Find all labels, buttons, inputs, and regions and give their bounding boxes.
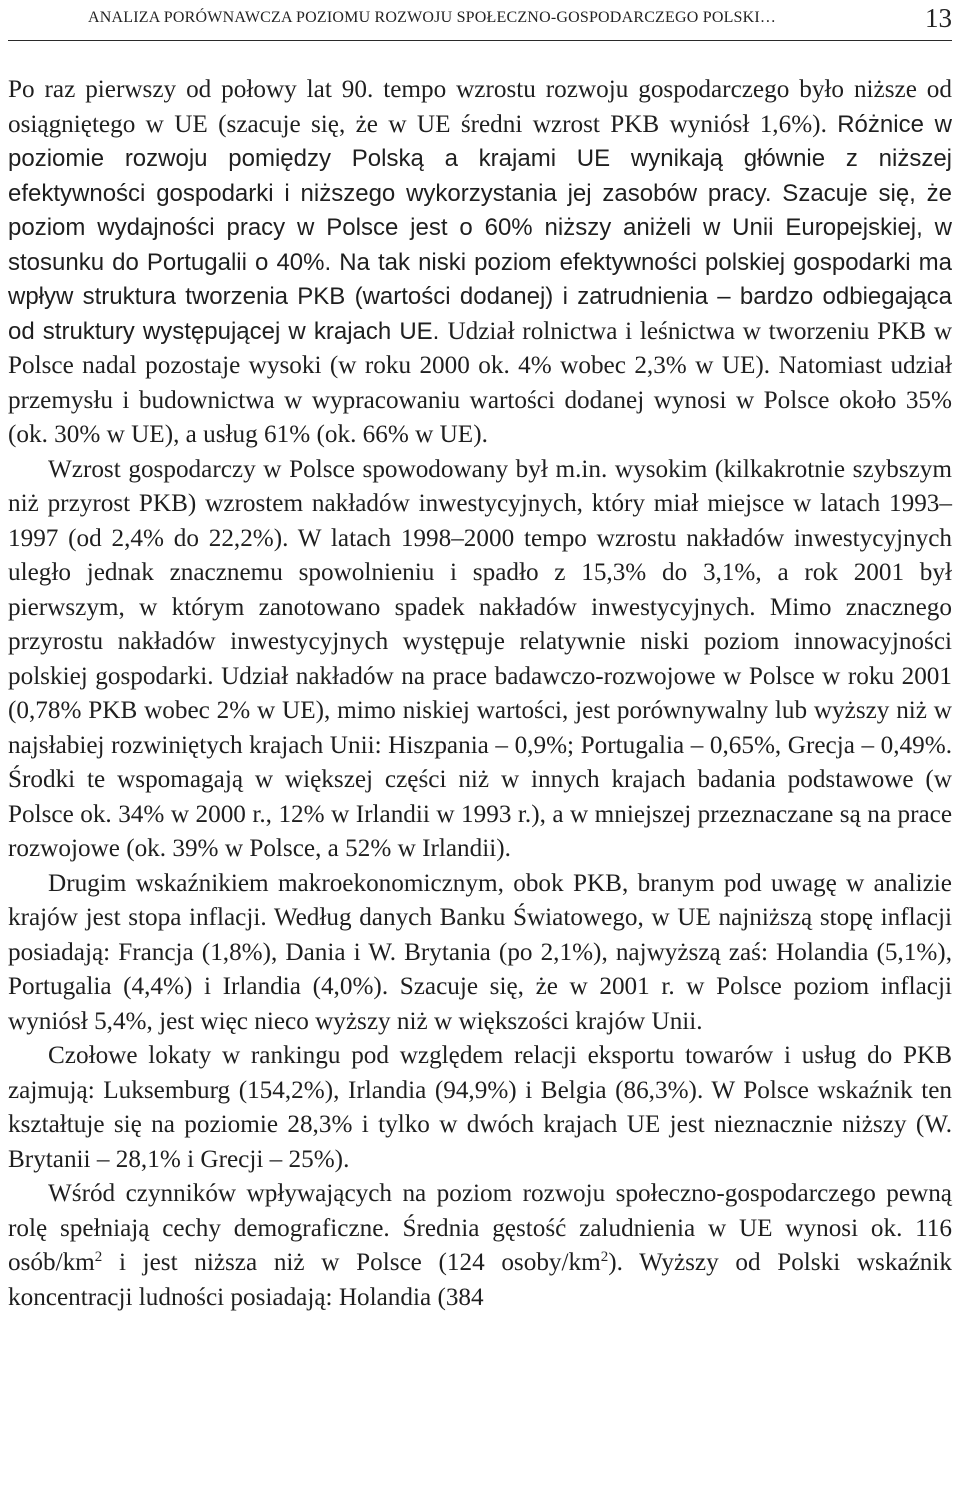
text-segment: Czołowe lokaty w rankingu pod względem relacji eksportu towarów i usług do PKB zajmują: Luksemburg (154,2%), Irlandia (94,9%) i Belgia (86,3%). W Polsce wskaźnik ten kształtuje się na poziomie 28,3% i tylko w dwóch krajach UE jest nieznacznie niższy (W. Brytanii – 28,1% i Grecji – 25%). <box>8 1042 952 1173</box>
text-segment: ). Wyższy od Polski wskaźnik koncentracji ludności posiadają: Holandia (384 <box>8 1249 952 1311</box>
text-segment: i jest niższa niż w Polsce (124 osoby/km <box>102 1249 601 1276</box>
running-title: ANALIZA PORÓWNAWCZA POZIOMU ROZWOJU SPOŁECZNO-GOSPODARCZEGO POLSKI… <box>88 9 777 26</box>
running-header <box>8 0 952 41</box>
paragraph <box>8 1039 952 1177</box>
paragraph <box>8 453 952 867</box>
text-segment: Wśród czynników wpływających na poziom rozwoju społeczno-gospodarczego pewną rolę spełniają cechy demograficzne. Średnia gęstość zaludnienia w UE wynosi ok. 116 osób/km <box>8 1180 952 1276</box>
page-number: 13 <box>925 3 952 33</box>
text-segment: Udział rolnictwa i leśnictwa w tworzeniu PKB w Polsce nadal pozostaje wysoki (w roku 2000 ok. 4% wobec 2,3% w UE). Natomiast udział przemysłu i budownictwa w wypracowaniu wartości dodanej wynosi w Polsce około 35% (ok. 30% w UE), a usług 61% (ok. 66% w UE). <box>8 317 953 448</box>
body-text <box>8 73 952 1315</box>
paragraph <box>8 1177 952 1315</box>
paragraph <box>8 867 952 1040</box>
text-segment: Po raz pierwszy od połowy lat 90. tempo wzrostu rozwoju gospodarczego było niższe od osiągniętego w UE (szacuje się, że w UE średni wzrost PKB wyniósł 1,6%). <box>8 76 952 138</box>
text-segment: Wzrost gospodarczy w Polsce spowodowany był m.in. wysokim (kilkakrotnie szybszym niż przyrost PKB) wzrostem nakładów inwestycyjnych, który miał miejsce w latach 1993–1997 (od 2,4% do 22,2%). W latach 1998–2000 tempo wzrostu nakładów inwestycyjnych uległo jednak znacznemu spowolnieniu i spadło z 15,3% do 3,1%, a rok 2001 był pierwszym, w którym zanotowano spadek nakładów inwestycyjnych. Mimo znacznego przyrostu nakładów inwestycyjnych występuje relatywnie niski poziom innowacyjności polskiej gospodarki. Udział nakładów na prace badawczo-rozwojowe w Polsce w roku 2001 (0,78% PKB wobec 2% w UE), mimo niskiej wartości, jest porównywalny lub wyższy niż w najsłabiej rozwiniętych krajach Unii: Hiszpania – 0,9%; Portugalia – 0,65%, Grecja – 0,49%. Środki te wspomagają w większej części niż w innych krajach badania podstawowe (w Polsce ok. 34% w 2000 r., 12% w Irlandii w 1993 r.), a w mniejszej przeznaczane są na prace rozwojowe (ok. 39% w Polsce, a 52% w Irlandii). <box>8 455 952 862</box>
superscript: 2 <box>600 1249 609 1265</box>
text-segment: Drugim wskaźnikiem makroekonomicznym, obok PKB, branym pod uwagę w analizie krajów jest stopa inflacji. Według danych Banku Światowego, w UE najniższą stopę inflacji posiadają: Francja (1,8%), Dania i W. Brytania (po 2,1%), najwyższą zaś: Holandia (5,1%), Portugalia (4,4%) i Irlandia (4,0%). Szacuje się, że w 2001 r. w Polsce poziom inflacji wyniósł 5,4%, jest więc nieco wyższy niż w większości krajów Unii. <box>8 869 952 1035</box>
paragraph <box>8 73 952 453</box>
text-segment-sans: Różnice w poziomie rozwoju pomiędzy Polską a krajami UE wynikają głównie z niższej efektywności gospodarki i niższego wykorzystania jej zasobów pracy. Szacuje się, że poziom wydajności pracy w Polsce jest o 60% niższy aniżeli w Unii Europejskiej, w stosunku do Portugalii o 40%. Na tak niski poziom efektywności polskiej gospodarki ma wpływ struktura tworzenia PKB (wartości dodanej) i zatrudnienia – bardzo odbiegająca od struktury występującej w krajach UE. <box>8 110 952 345</box>
superscript: 2 <box>94 1249 103 1265</box>
